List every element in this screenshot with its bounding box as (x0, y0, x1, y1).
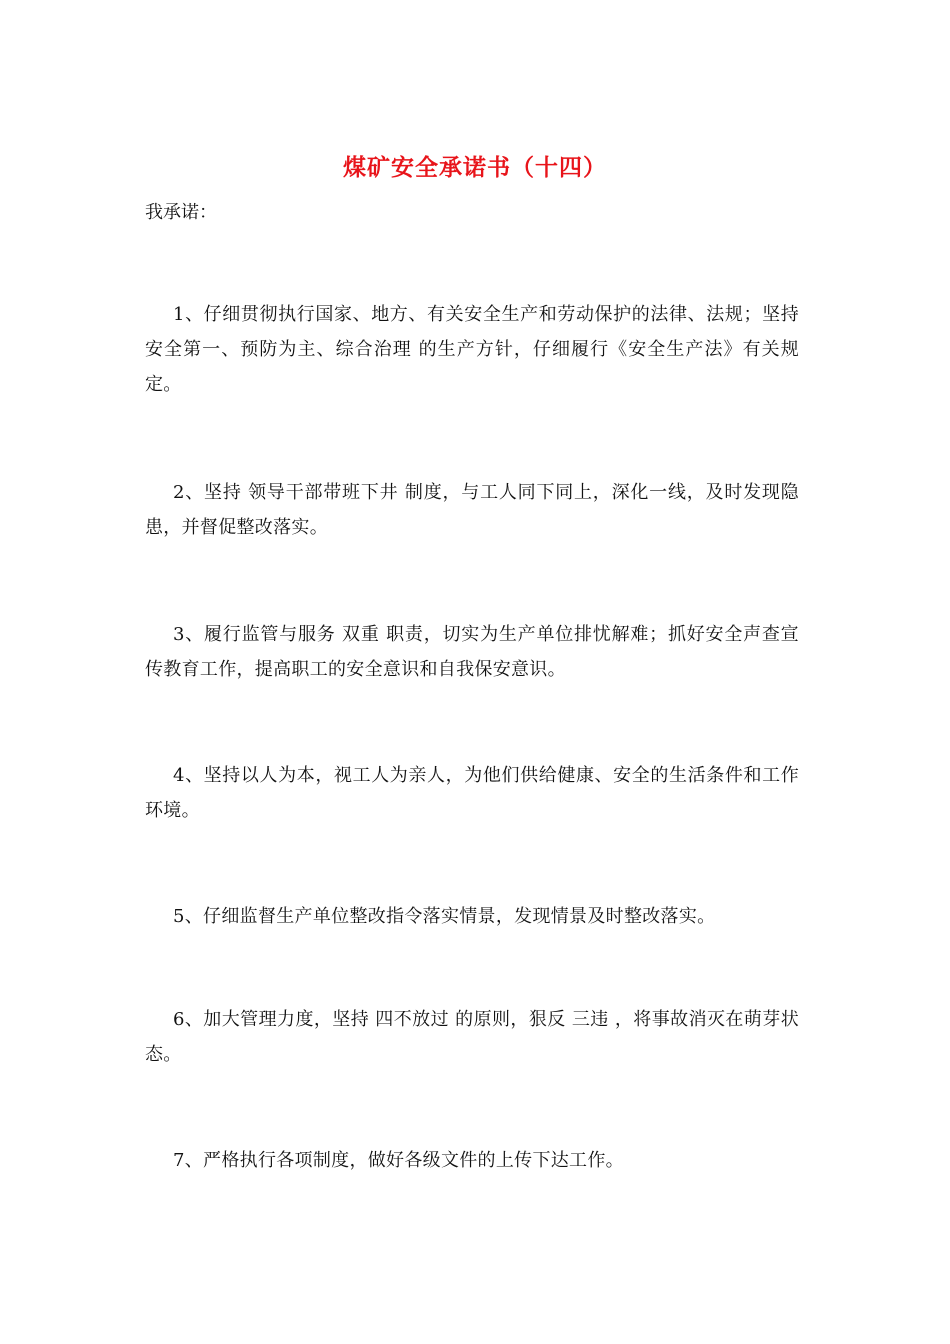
paragraph-2: 2、坚持 领导干部带班下井 制度，与工人同下同上，深化一线，及时发现隐患，并督促整改落实。 (145, 482, 799, 538)
paragraph-3: 3、履行监管与服务 双重 职责，切实为生产单位排忧解难；抓好安全声查宣传教育工作，提高职工的安全意识和自我保安意识。 (145, 624, 799, 680)
paragraph-7: 7、严格执行各项制度，做好各级文件的上传下达工作。 (173, 1150, 624, 1171)
paragraph-6: 6、加大管理力度，坚持 四不放过 的原则，狠反 三违 ，将事故消灭在萌芽状态。 (145, 1009, 799, 1065)
document-title: 煤矿安全承诺书（十四） (343, 154, 607, 181)
paragraph-5: 5、仔细监督生产单位整改指令落实情景，发现情景及时整改落实。 (173, 906, 716, 927)
paragraph-4: 4、坚持以人为本，视工人为亲人，为他们供给健康、安全的生活条件和工作环境。 (145, 765, 799, 821)
paragraph-1: 1、仔细贯彻执行国家、地方、有关安全生产和劳动保护的法律、法规；坚持 安全第一、预防为主、综合治理 的生产方针，仔细履行《安全生产法》有关规定。 (145, 304, 799, 395)
salutation: 我承诺： (145, 202, 217, 223)
